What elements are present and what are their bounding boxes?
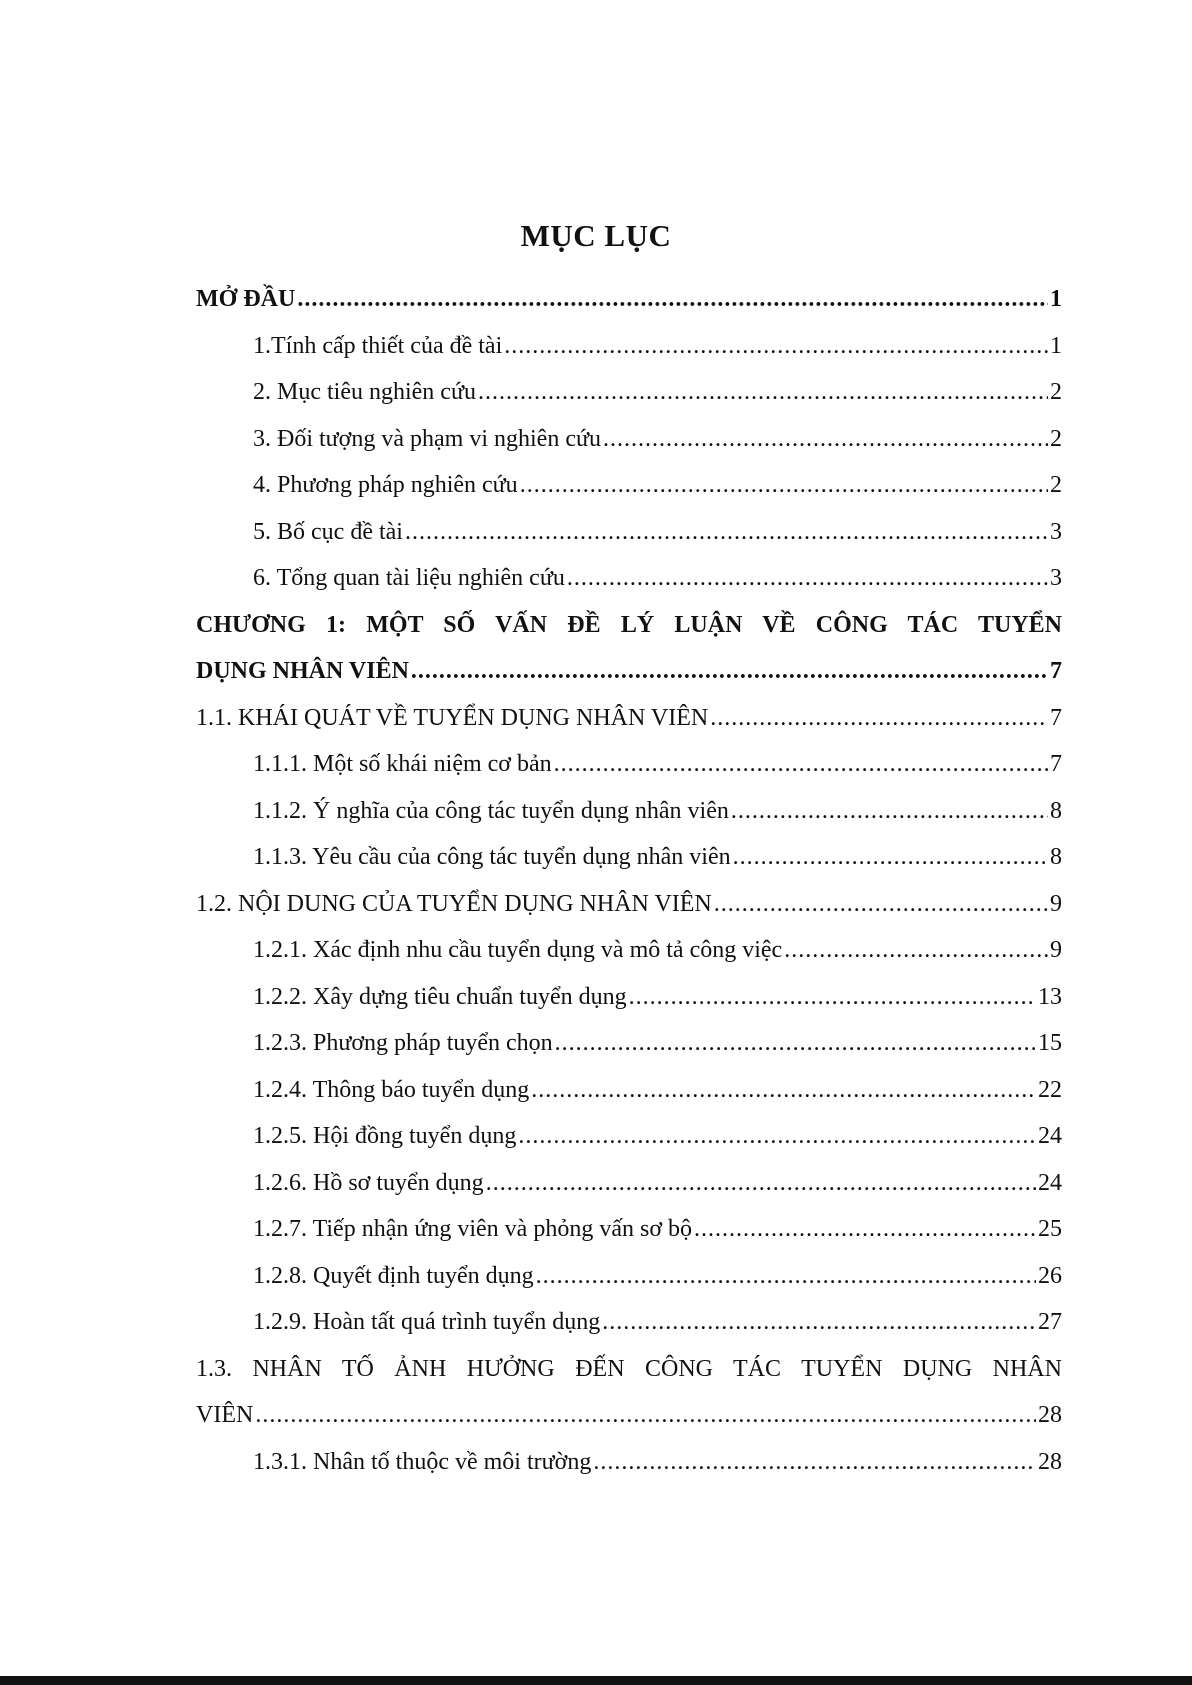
toc-page-number: 26 [1038,1262,1062,1289]
dot-leader [603,416,1048,463]
toc-page-number: 13 [1038,983,1062,1010]
toc-page-number: 22 [1038,1076,1062,1103]
toc-entry-label: 2. Mục tiêu nghiên cứu [253,379,476,405]
dot-leader [518,1113,1036,1160]
toc-entry[interactable] [196,1067,1062,1114]
toc-entry-label: 5. Bố cục đề tài [253,518,403,545]
toc-entry-label: 1.1.2. Ý nghĩa của công tác tuyển dụng nhân viên [253,797,729,824]
dot-leader [411,648,1048,695]
toc-entry[interactable] [196,323,1062,370]
toc-section-heading-line[interactable]: 1.3. NHÂN TỐ ẢNH HƯỞNG ĐẾN CÔNG TÁC TUYỂN DỤNG NHÂN [196,1355,1062,1382]
toc-page-number: 7 [1050,704,1062,731]
dot-leader [531,1067,1036,1114]
toc-page-number: 3 [1050,518,1062,545]
toc-entry-label: 1.3.1. Nhân tố thuộc về môi trường [253,1448,592,1475]
toc-entry[interactable] [196,741,1062,788]
toc-entry[interactable] [196,416,1062,463]
dot-leader [784,927,1048,974]
dot-leader [255,1392,1036,1439]
dot-leader [731,788,1048,835]
toc-page-number: 3 [1050,565,1062,591]
toc-entry[interactable] [196,881,1062,928]
toc-page-number: 27 [1038,1309,1062,1335]
toc-entry-label: VIÊN [196,1402,254,1428]
dot-leader [486,1160,1036,1207]
dot-leader [710,695,1048,742]
toc-entry[interactable] [196,462,1062,509]
toc-page-number: 7 [1050,658,1062,684]
toc-chapter-heading-line[interactable]: CHƯƠNG 1: MỘT SỐ VẤN ĐỀ LÝ LUẬN VỀ CÔNG TÁC TUYỂN [196,611,1062,638]
toc-entry[interactable] [196,1160,1062,1207]
toc-entry-label: 1.2.4. Thông báo tuyển dụng [253,1076,530,1103]
dot-leader [536,1253,1036,1300]
dot-leader [629,974,1036,1021]
dot-leader [714,881,1048,928]
toc-entry-label: 1.2. NỘI DUNG CỦA TUYỂN DỤNG NHÂN VIÊN [196,890,712,917]
dot-leader [567,555,1048,602]
dot-leader [694,1206,1036,1253]
toc-entry-label: 1.2.8. Quyết định tuyển dụng [253,1262,534,1289]
toc-entry[interactable] [196,1113,1062,1160]
toc-page-number: 1 [1050,332,1062,359]
toc-page-number: 15 [1038,1030,1062,1056]
dot-leader [733,834,1048,881]
toc-page-number: 2 [1050,425,1062,452]
toc-page-number: 9 [1050,890,1062,917]
dot-leader [593,1439,1036,1486]
toc-entry[interactable] [196,1206,1062,1253]
toc-entry-label: 1.2.5. Hội đồng tuyển dụng [253,1123,517,1149]
toc-entry-label: 1.Tính cấp thiết của đề tài [253,332,503,359]
toc-entry-label: 1.2.7. Tiếp nhận ứng viên và phỏng vấn sơ bộ [253,1216,693,1242]
toc-entry[interactable] [196,974,1062,1021]
toc-entry[interactable] [196,1299,1062,1346]
toc-entry-label: 1.2.1. Xác định nhu cầu tuyển dụng và mô tả công việc [253,937,783,963]
toc-entry-label: 1.2.3. Phương pháp tuyển chọn [253,1030,553,1056]
toc-entry[interactable] [196,1020,1062,1067]
toc-page-number: 28 [1038,1402,1062,1428]
toc-entry-label: 1.2.2. Xây dựng tiêu chuẩn tuyển dụng [253,983,627,1010]
dot-leader [297,276,1048,323]
toc-entry[interactable] [196,1392,1062,1439]
toc-page-number: 8 [1050,797,1062,824]
dot-leader [520,462,1048,509]
toc-page-number: 24 [1038,1123,1062,1149]
toc-entry[interactable] [196,695,1062,742]
toc-entry[interactable] [196,648,1062,695]
toc-entry[interactable] [196,927,1062,974]
toc-entry-label: 1.2.6. Hồ sơ tuyển dụng [253,1169,484,1196]
table-of-contents [196,276,1062,1485]
dot-leader [504,323,1048,370]
toc-entry[interactable] [196,555,1062,602]
toc-entry[interactable] [196,369,1062,416]
toc-entry-label: 3. Đối tượng và phạm vi nghiên cứu [253,425,601,452]
toc-page-number: 7 [1050,751,1062,777]
toc-page-number: 2 [1050,379,1062,405]
dot-leader [555,1020,1036,1067]
toc-page-number: 1 [1050,286,1062,312]
toc-entry[interactable] [196,788,1062,835]
toc-entry-label: 4. Phương pháp nghiên cứu [253,472,518,498]
toc-entry-label: 6. Tổng quan tài liệu nghiên cứu [253,565,565,591]
toc-entry-label: DỤNG NHÂN VIÊN [196,658,409,684]
toc-page-number: 2 [1050,472,1062,498]
toc-page-number: 8 [1050,844,1062,870]
toc-entry[interactable] [196,1439,1062,1486]
toc-entry-label: 1.2.9. Hoàn tất quá trình tuyển dụng [253,1309,601,1335]
toc-entry[interactable] [196,1253,1062,1300]
dot-leader [405,509,1048,556]
toc-entry-label: MỞ ĐẦU [196,286,296,312]
dot-leader [602,1299,1036,1346]
page-title: MỤC LỤC [520,218,672,253]
toc-entry-label: 1.1.1. Một số khái niệm cơ bản [253,751,552,777]
dot-leader [554,741,1048,788]
toc-entry-label: 1.1.3. Yêu cầu của công tác tuyển dụng nhân viên [253,844,731,870]
bottom-edge-bar [0,1676,1192,1685]
dot-leader [478,369,1048,416]
toc-page-number: 25 [1038,1216,1062,1242]
toc-entry[interactable] [196,834,1062,881]
toc-page-number: 24 [1038,1169,1062,1196]
toc-entry[interactable] [196,276,1062,323]
toc-page-number: 28 [1038,1448,1062,1475]
toc-entry[interactable] [196,509,1062,556]
toc-page-number: 9 [1050,937,1062,963]
toc-entry-label: 1.1. KHÁI QUÁT VỀ TUYỂN DỤNG NHÂN VIÊN [196,704,709,731]
